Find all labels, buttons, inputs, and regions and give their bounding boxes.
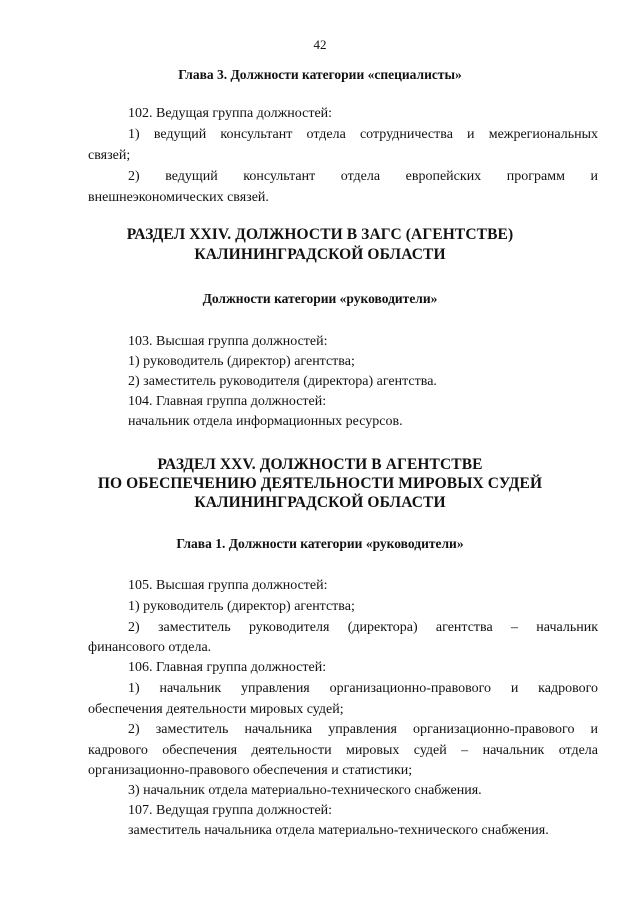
item-107-title: 107. Ведущая группа должностей: <box>128 803 333 818</box>
section-25-title-line-3: КАЛИНИНГРАДСКОЙ ОБЛАСТИ <box>194 494 446 511</box>
item-106-line-1b: обеспечения деятельности мировых судей; <box>88 702 344 717</box>
item-102-line-1b: связей; <box>88 148 131 163</box>
item-106-line-2a: 2) заместитель начальника управления организационно-правового и <box>128 722 598 737</box>
item-105-line-1: 1) руководитель (директор) агентства; <box>128 599 355 614</box>
chapter-1-heading: Глава 1. Должности категории «руководители» <box>176 536 464 551</box>
item-103-line-2: 2) заместитель руководителя (директора) агентства. <box>128 374 437 389</box>
item-105-line-2a: 2) заместитель руководителя (директора) агентства – начальник <box>128 620 598 635</box>
item-104-line-1: начальник отдела информационных ресурсов. <box>128 414 403 429</box>
section-24-subheading: Должности категории «руководители» <box>202 291 438 306</box>
item-105-line-2b: финансового отдела. <box>88 640 212 655</box>
item-106-line-1a: 1) начальник управления организационно-правового и кадрового <box>128 681 598 696</box>
item-105-title: 105. Высшая группа должностей: <box>128 578 328 593</box>
item-106-line-3: 3) начальник отдела материально-технического снабжения. <box>128 783 482 798</box>
section-25-title-line-1: РАЗДЕЛ XXV. ДОЛЖНОСТИ В АГЕНТСТВЕ <box>157 456 483 473</box>
item-102-title: 102. Ведущая группа должностей: <box>128 106 333 121</box>
item-106-title: 106. Главная группа должностей: <box>128 660 327 675</box>
item-103-line-1: 1) руководитель (директор) агентства; <box>128 354 355 369</box>
section-25-title-line-2: ПО ОБЕСПЕЧЕНИЮ ДЕЯТЕЛЬНОСТИ МИРОВЫХ СУДЕЙ <box>97 475 543 492</box>
item-106-line-2b: кадрового обеспечения деятельности мировых судей – начальник отдела <box>88 743 598 758</box>
item-102-line-2a: 2) ведущий консультант отдела европейских программ и <box>128 169 598 184</box>
item-104-title: 104. Главная группа должностей: <box>128 394 327 409</box>
item-106-line-2c: организационно-правового обеспечения и статистики; <box>88 763 413 778</box>
item-102-line-2b: внешнеэкономических связей. <box>88 190 269 205</box>
section-24-title-line-2: КАЛИНИНГРАДСКОЙ ОБЛАСТИ <box>194 246 446 263</box>
item-102-line-1a: 1) ведущий консультант отдела сотрудничества и межрегиональных <box>128 127 598 142</box>
section-24-title-line-1: РАЗДЕЛ XXIV. ДОЛЖНОСТИ В ЗАГС (АГЕНТСТВЕ) <box>126 226 514 243</box>
item-107-line-1: заместитель начальника отдела материально-технического снабжения. <box>128 823 549 838</box>
chapter-3-heading: Глава 3. Должности категории «специалисты» <box>178 67 462 82</box>
item-103-title: 103. Высшая группа должностей: <box>128 334 328 349</box>
page-number: 42 <box>313 37 327 52</box>
